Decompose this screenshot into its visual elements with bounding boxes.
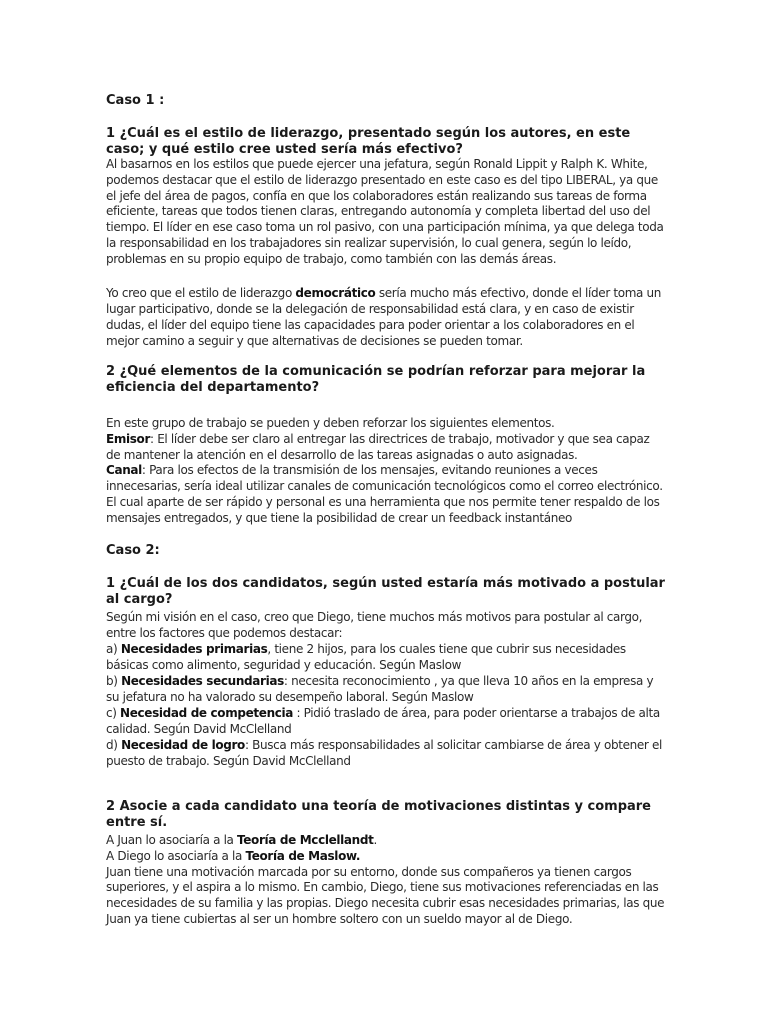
caso1-answer-1-opinion bbox=[106, 285, 666, 349]
item-label: Necesidad de competencia bbox=[120, 706, 294, 720]
caso1-answer-1: Al basarnos en los estilos que puede ejercer una jefatura, según Ronald Lippit y Ralph K. White, podemos destacar que el estilo de liderazgo presentado en este caso es del tipo LIBERAL, ya que el jefe del área de pagos, confía en que los colaboradores están realizando sus tareas de forma eficiente, tareas que todos tienen claras, entregando autonomía y completa libertad del uso del tiempo. El líder en ese caso toma un rol pasivo, con una participación mínima, ya que delega toda la responsabilidad en los trabajadores sin realizar supervisión, lo cual genera, según lo leído, problemas en su propio equipo de trabajo, como también con las demás áreas. bbox=[106, 157, 664, 266]
juan-line bbox=[106, 833, 377, 847]
opinion-text-post: sería mucho más efectivo, donde el líder toma un lugar participativo, donde se la delegación de responsabilidad está clara, y en caso de existir dudas, el líder del equipo tiene las capacidades para poder orientar a los colaboradores en el mejor camino a seguir y que alternativas de decisiones se pueden tomar. bbox=[106, 286, 662, 348]
caso2-question-1: 1 ¿Cuál de los dos candidatos, según usted estaría más motivado a postular al cargo? bbox=[106, 576, 665, 607]
caso2-question-2: 2 Asocie a cada candidato una teoría de motivaciones distintas y compare entre sí. bbox=[106, 799, 652, 830]
item-label: Necesidad de logro bbox=[121, 738, 245, 752]
caso2-answer-2 bbox=[106, 833, 666, 928]
list-item bbox=[106, 738, 662, 768]
diego-theory: Teoría de Maslow. bbox=[245, 848, 361, 863]
list-item bbox=[106, 642, 626, 672]
caso1-question-2: 2 ¿Qué elementos de la comunicación se podrían reforzar para mejorar la eficiencia del departamento? bbox=[106, 364, 646, 395]
caso1-question-1: 1 ¿Cuál es el estilo de liderazgo, presentado según los autores, en este caso; y qué estilo cree usted sería más efectivo? bbox=[106, 126, 631, 157]
canal-text: : Para los efectos de la transmisión de los mensajes, evitando reuniones a veces innecesarias, sería ideal utilizar canales de comunicación tecnológicos como el correo electrónico. El cual aparte de ser rápido y personal es una herramienta que nos permite tener respaldo de los mensajes entregados, y que tiene la posibilidad de crear un feedback instantáneo bbox=[106, 463, 663, 525]
item-label: Necesidades primarias bbox=[120, 642, 268, 656]
item-prefix: a) bbox=[106, 642, 121, 656]
caso1-answer-2 bbox=[106, 416, 666, 527]
juan-text-post: . bbox=[373, 833, 377, 847]
diego-line bbox=[106, 849, 360, 863]
item-prefix: b) bbox=[106, 674, 122, 688]
comparison-text: Juan tiene una motivación marcada por su entorno, donde sus compañeros ya tienen cargos superiores, y el aspira a lo mismo. En cambio, Diego, tiene sus motivaciones referenciadas en las necesidades de su familia y las propias. Diego necesita cubrir esas necesidades primarias, las que Juan ya tiene cubiertas al ser un hombre soltero con un sueldo mayor al de Diego. bbox=[106, 864, 665, 926]
list-item bbox=[106, 706, 660, 736]
emisor-label: Emisor bbox=[106, 431, 151, 446]
item-prefix: c) bbox=[106, 706, 121, 720]
caso2-answer-1 bbox=[106, 609, 666, 769]
opinion-text-pre: Yo creo que el estilo de liderazgo bbox=[106, 286, 296, 300]
item-text: : Busca más responsabilidades al solicitar cambiarse de área y obtener el puesto de trabajo. Según David McClelland bbox=[106, 738, 662, 768]
item-text: : necesita reconocimiento , ya que lleva 10 años en la empresa y su jefatura no ha valorado su desempeño laboral. Según Maslow bbox=[106, 674, 654, 704]
item-prefix: d) bbox=[106, 738, 122, 752]
answer-2-intro: En este grupo de trabajo se pueden y deben reforzar los siguientes elementos. bbox=[106, 416, 555, 430]
answer-intro: Según mi visión en el caso, creo que Diego, tiene muchos más motivos para postular al cargo, entre los factores que podemos destacar: bbox=[106, 610, 643, 640]
juan-theory: Teoría de Mcclellandt bbox=[237, 833, 374, 847]
juan-text-pre: A Juan lo asociaría a la bbox=[106, 833, 238, 847]
canal-label: Canal bbox=[106, 463, 142, 478]
opinion-bold-term: democrático bbox=[295, 286, 376, 300]
diego-text-pre: A Diego lo asociaría a la bbox=[106, 848, 246, 863]
item-text: : Pidió traslado de área, para poder orientarse a trabajos de alta calidad. Según David McClelland bbox=[106, 706, 660, 736]
caso1-heading: Caso 1 : bbox=[106, 93, 165, 108]
caso2-heading: Caso 2: bbox=[106, 543, 160, 558]
emisor-text: : El líder debe ser claro al entregar las directrices de trabajo, motivador y que sea capaz de mantener la atención en el desarrollo de las tareas asignadas o auto asignadas. bbox=[106, 431, 650, 462]
list-item bbox=[106, 674, 653, 704]
item-text: , tiene 2 hijos, para los cuales tiene que cubrir sus necesidades básicas como alimento, seguridad y educación. Según Maslow bbox=[106, 642, 626, 672]
item-label: Necesidades secundarias bbox=[121, 674, 284, 688]
